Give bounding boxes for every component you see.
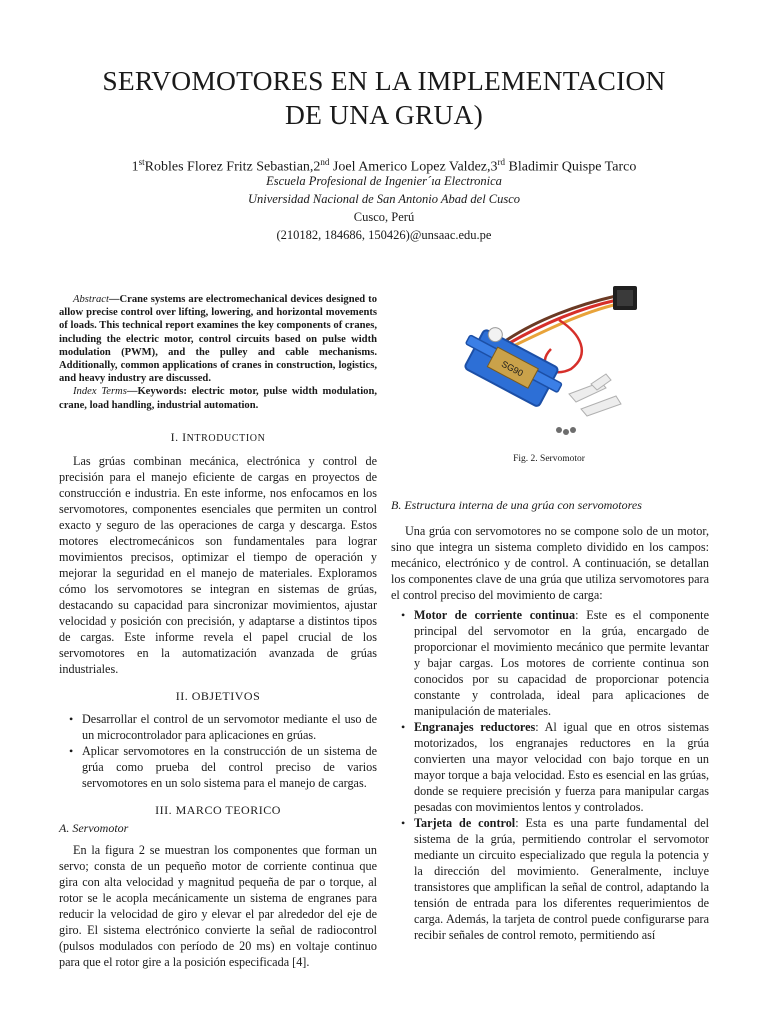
servomotor-paragraph: En la figura 2 se muestran los componentes que forman un servo; consta de un pequeño motor de corriente continua que gira con alta velocidad y magnitud pequeña de par o torque, al rotor se le acopla mecánicamente un sistema de engranes para reducir la velocidad de giro y elevar el par alrededor del eje de giro. El sistema electrónico convierte la señal de radiocontrol (pulsos modulados con período de 20 ms) en voltaje continuo para que el rotor gire a la posición especificada [4]. bbox=[59, 842, 377, 969]
index-terms-label: Index Terms bbox=[73, 386, 127, 398]
author-2-prefix: 2 bbox=[313, 159, 321, 175]
componente-3-term: Tarjeta de control bbox=[414, 816, 516, 830]
screw-1 bbox=[556, 427, 562, 433]
intro-first-letter: I bbox=[182, 429, 187, 444]
index-terms bbox=[59, 385, 377, 411]
author-1-name: Robles Florez Fritz Sebastian, bbox=[144, 159, 314, 175]
abstract-label: Abstract bbox=[73, 294, 109, 305]
section-heading-intro bbox=[59, 429, 377, 447]
intro-num: I. bbox=[170, 429, 183, 444]
objetivo-item-1: • Desarrollar el control de un servomotor mediante el uso de un microcontrolador para aplicaciones en grúas. bbox=[59, 711, 377, 743]
section-heading-objetivos: II. OBJETIVOS bbox=[175, 688, 261, 703]
paper-title bbox=[40, 64, 728, 132]
subsection-heading-servomotor: A. Servomotor bbox=[59, 820, 129, 835]
estructura-paragraph: Una grúa con servomotores no se compone solo de un motor, sino que integra un sistema completo dividido en los campos: mecánico, electrónico y de control. A continuación, se detallan los componentes clave de una grúa que utiliza servomotores para el control preciso del movimiento de carga: bbox=[391, 524, 709, 602]
section-heading-marco: III. MARCO TEORICO bbox=[155, 802, 281, 817]
author-1-sup: st bbox=[138, 157, 145, 167]
componente-item-1 bbox=[391, 607, 709, 719]
subsection-heading-estructura: B. Estructura interna de una grúa con servomotores bbox=[391, 498, 642, 512]
left-column bbox=[59, 293, 377, 970]
componente-1-text: : Este es el componente principal del servomotor en la grúa, encargado de proporcionar el movimiento mecánico que permite levantar y bajar cargas. Los motores de corriente continua son conocidos por su capacidad de proporcionar potencia constante y controlada, ideal para aplicaciones de manipulación de materiales. bbox=[414, 608, 709, 718]
author-2-sup: nd bbox=[320, 157, 330, 167]
affiliation-school: Escuela Profesional de Ingenier´ıa Electronica bbox=[266, 174, 502, 188]
connector-face bbox=[617, 290, 633, 306]
right-column bbox=[391, 497, 709, 943]
affiliation-city: Cusco, Perú bbox=[353, 210, 415, 224]
title-line-2: DE UNA GRUA) bbox=[285, 99, 483, 130]
abstract-text: —Crane systems are electromechanical devices designed to allow precise control over lifting, lowering, and horizontal movements of loads. This technical report examines the key components of cranes, including the electric motor, control circuits based on pulse width modulation (PWM), and the pulley and cable mechanisms. Additionally, common applications of cranes in construction, logistics, and heavy industry are discussed. bbox=[59, 294, 377, 385]
servo-sticker-label: SG90 bbox=[499, 358, 525, 379]
componente-item-3 bbox=[391, 815, 709, 943]
componente-3-text: : Esta es una parte fundamental del sistema de la grúa, permitiendo controlar el servomotor mediante un circuito especializado que regula la potencia y la dirección del movimiento. Generalmente, incluye transistores que amplifican la señal de control, adaptando la tensión de entrada para los diferentes requerimientos de carga. Además, la tarjeta de control puede configurarse para recibir señales de control remoto, permitiendo así bbox=[414, 816, 709, 942]
componente-2-text: : Al igual que en otros sistemas motorizados, los engranajes reductores en la grúa convierten una mayor velocidad con bajo torque en un mayor torque a baja velocidad. Esto es esencial en las grúas, donde se requiere precisión y fuerza para manipular cargas pesadas con movimientos lentos y controlados. bbox=[414, 720, 709, 814]
servo-horn-2 bbox=[581, 396, 621, 416]
componentes-list bbox=[391, 607, 709, 943]
author-3-prefix: 3 bbox=[490, 159, 498, 175]
componente-1-term: Motor de corriente continua bbox=[414, 608, 576, 622]
screw-3 bbox=[570, 427, 576, 433]
objetivo-item-2: • Aplicar servomotores en la construcción de un sistema de grúa como prueba del control preciso de varios servomotores en un solo sistema para el manejo de cargas. bbox=[59, 743, 377, 791]
screw-2 bbox=[563, 429, 569, 435]
componente-item-2 bbox=[391, 719, 709, 815]
servo-body-group bbox=[455, 318, 571, 412]
intro-rest: NTRODUCTION bbox=[186, 432, 266, 444]
title-line-1: SERVOMOTORES EN LA IMPLEMENTACION bbox=[102, 65, 666, 96]
objetivos-list bbox=[59, 711, 377, 791]
affiliation-email: (210182, 184686, 150426)@unsaac.edu.pe bbox=[276, 228, 492, 242]
servomotor-figure bbox=[441, 274, 661, 444]
author-3-sup: rd bbox=[497, 157, 505, 167]
componente-2-term: Engranajes reductores bbox=[414, 720, 536, 734]
abstract bbox=[59, 293, 377, 385]
author-2-name: Joel Americo Lopez Valdez, bbox=[329, 159, 491, 175]
affiliation bbox=[40, 172, 728, 244]
author-3-name: Bladimir Quispe Tarco bbox=[505, 159, 637, 175]
servo-horn-3 bbox=[591, 374, 611, 390]
intro-paragraph: Las grúas combinan mecánica, electrónica y control de precisión para el manejo eficiente de cargas en proyectos de construcción e industria. En este informe, nos enfocamos en los servomotores, componentes esenciales que permiten un control exacto y seguro de las operaciones de carga y descarga. Estos motores electromecánicos son fundamentales para lograr movimientos precisos, optimizar el tiempo de operación y mejorar la seguridad en el manejo de materiales. Exploramos cómo los servomotores se integran en sistemas de grúas, destacando su capacidad para sincronizar movimientos, ajustar velocidad y posición con precisión, y adaptarse a distintos tipos de cargas. Este informe revela el papel crucial de los servomotores en la automatización avanzada de grúas industriales. bbox=[59, 453, 377, 676]
servomotor-image bbox=[441, 274, 661, 444]
affiliation-university: Universidad Nacional de San Antonio Abad del Cusco bbox=[247, 192, 521, 206]
author-1-prefix: 1 bbox=[131, 159, 139, 175]
index-terms-text: —Keywords: electric motor, pulse width modulation, crane, load handling, industrial automation. bbox=[59, 386, 377, 411]
figure-caption: Fig. 2. Servomotor bbox=[513, 454, 585, 464]
wire-orange bbox=[501, 304, 618, 352]
